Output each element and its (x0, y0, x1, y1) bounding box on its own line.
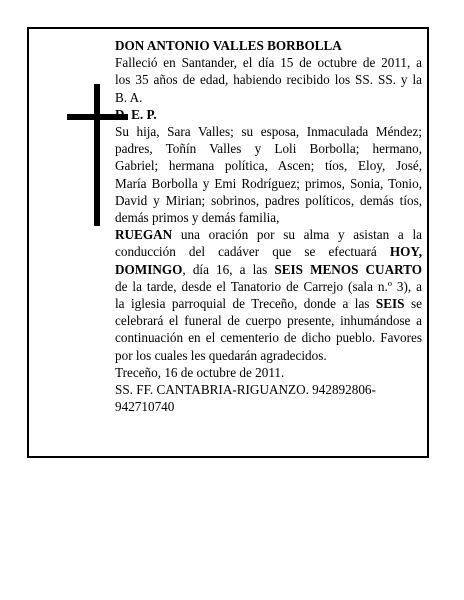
request-line: de la tarde, desde el Tanatorio de Carrejo (sala n.º 3), a (115, 278, 422, 294)
deceased-name-line: DON ANTONIO VALLES BORBOLLA (115, 38, 342, 53)
family-line: demás primos y demás familia, (115, 210, 280, 226)
request-text: conducción del cadáver que se efectuará (115, 244, 390, 260)
funeral-home-line: SS. FF. CANTABRIA-RIGUANZO. 942892806- (115, 382, 376, 398)
death-statement (115, 54, 422, 106)
request-text: la iglesia parroquial de Treceño, donde a las (115, 296, 376, 312)
funeral-request (115, 226, 422, 364)
death-line: los 35 años de edad, habiendo recibido los SS. SS. y la (115, 72, 422, 88)
funeral-home (115, 381, 422, 415)
family-line: María Borbolla y Emi Rodríguez; primos, Sonia, Tonio, (115, 175, 422, 191)
obituary-text (115, 37, 422, 415)
request-line: celebrará el funeral de cuerpo presente, inhumándose a (115, 313, 422, 329)
death-line: B. A. (115, 89, 143, 105)
request-line: continuación en el cementerio de dicho pueblo. Favores (115, 330, 422, 346)
request-emphasis: HOY, (389, 244, 422, 260)
request-line: por los cuales les quedarán agradecidos. (115, 347, 327, 363)
request-text: una oración por su alma y asistan a la (172, 227, 422, 243)
request-line (115, 295, 422, 312)
family-line: padres, Toñín Valles y Loli Borbolla; hermano, (115, 141, 422, 157)
request-line (115, 261, 422, 278)
funeral-home-line: 942710740 (115, 399, 175, 415)
rip-heading (115, 106, 422, 123)
family-list (115, 123, 422, 226)
request-line (115, 226, 422, 243)
request-line (115, 243, 422, 260)
death-line: Falleció en Santander, el día 15 de octubre de 2011, a (115, 55, 422, 71)
request-text: se (404, 296, 422, 312)
family-line: Gabriel; hermana política, Ascen; tíos, Eloy, José, (115, 158, 422, 174)
request-emphasis: RUEGAN (115, 227, 173, 243)
deceased-name (115, 37, 422, 54)
request-text: , día 16, a las (182, 261, 275, 277)
request-emphasis: SEIS MENOS CUARTO (274, 261, 422, 277)
family-line: Su hija, Sara Valles; su esposa, Inmaculada Méndez; (115, 124, 422, 140)
request-emphasis: SEIS (375, 296, 405, 312)
place-date-line: Treceño, 16 de octubre de 2011. (115, 364, 285, 380)
request-emphasis: DOMINGO (115, 261, 183, 277)
place-date (115, 364, 422, 381)
family-line: David y Mirian; sobrinos, padres políticos, demás tíos, (115, 192, 422, 208)
cross-vertical-bar (94, 84, 100, 226)
rip-line: D. E. P. (115, 106, 157, 122)
